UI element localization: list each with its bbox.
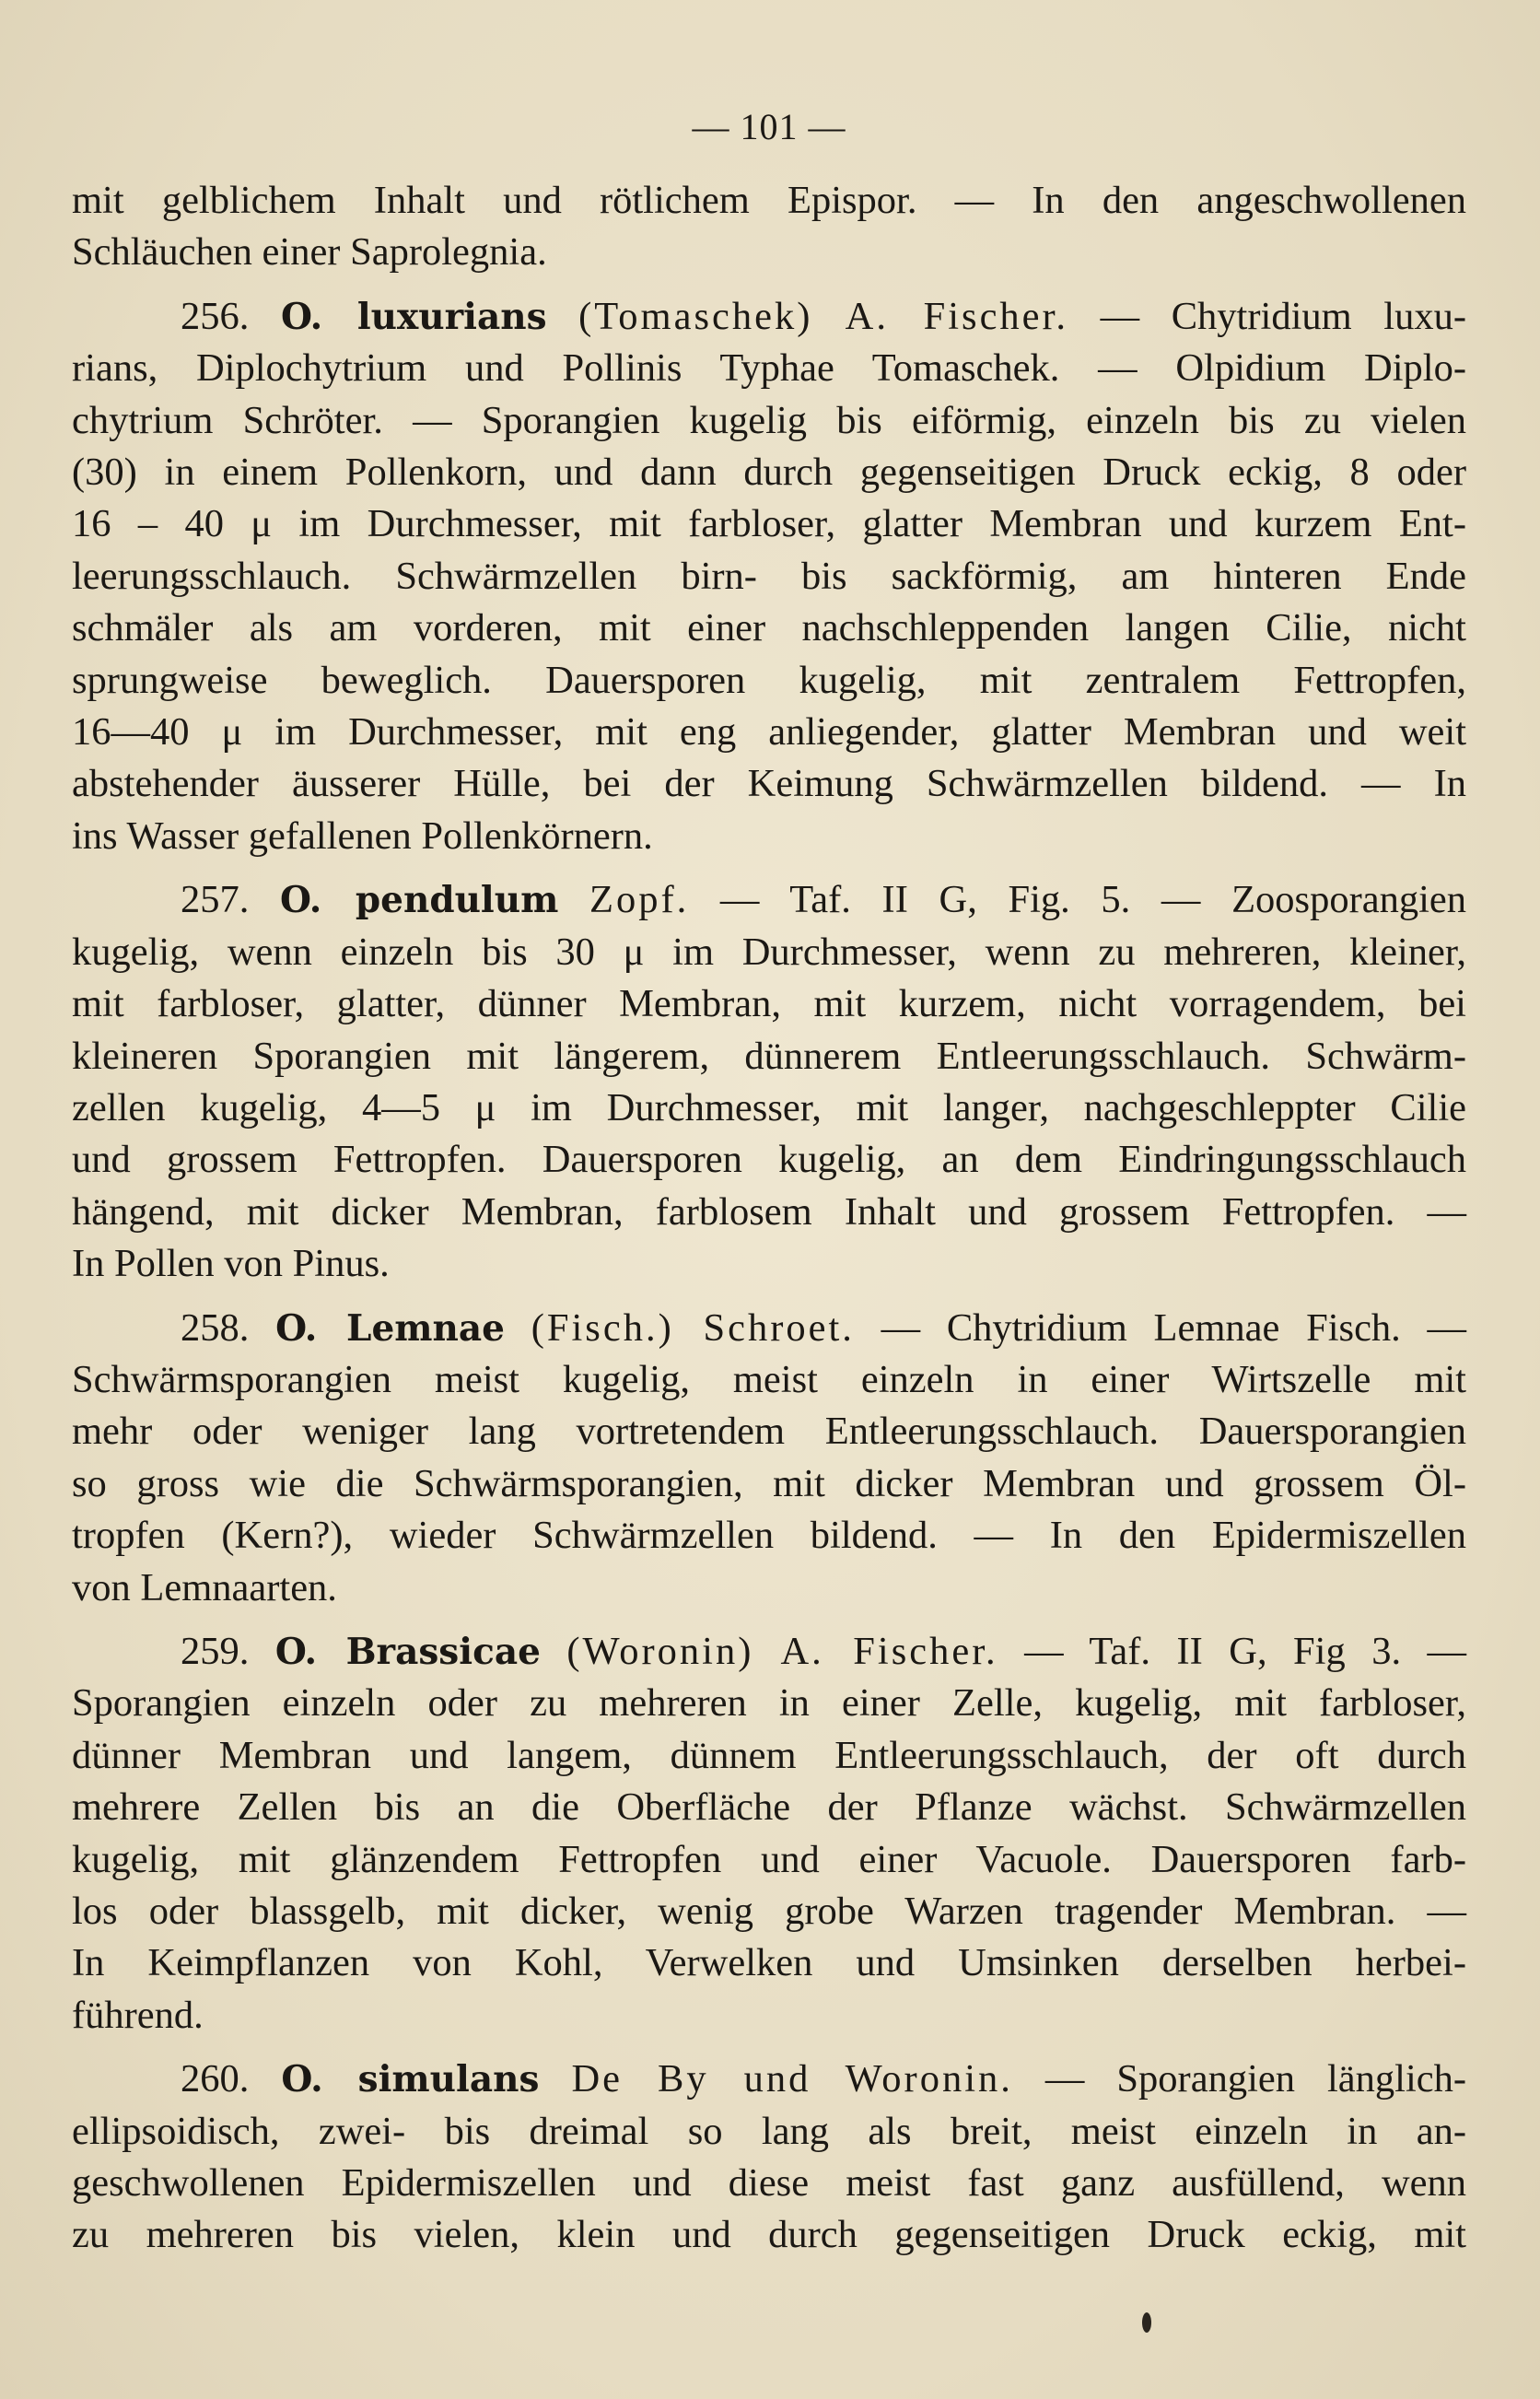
entry-number: 257. <box>181 878 250 922</box>
entry-259 <box>72 1626 1466 2042</box>
genus-abbrev: O. <box>275 1306 318 1350</box>
text-line: hängend, mit dicker Membran, farblosem Inhalt und grossem Fettropfen. — <box>72 1189 1466 1234</box>
species-name: simulans <box>357 2058 540 2101</box>
entry-heading-line <box>72 2054 1466 2105</box>
text-line: Schwärmsporangien meist kugelig, meist einzeln in einer Wirtszelle mit <box>72 1357 1466 1401</box>
entry-258 <box>72 1303 1466 1614</box>
text-line: 16—40 μ im Durchmesser, mit eng anliegender, glatter Membran und weit <box>72 710 1466 755</box>
text-line: Sporangien einzeln oder zu mehreren in einer Zelle, kugelig, mit farbloser, <box>72 1681 1466 1726</box>
heading-rest: — Taf. II G, Fig. 5. — Zoosporangien <box>719 878 1467 922</box>
text-line: chytrium Schröter. — Sporangien kugelig bis eiförmig, einzeln bis zu vielen <box>72 398 1466 442</box>
text-line: von Lemnaarten. <box>72 1565 337 1609</box>
intro-paragraph <box>72 175 1466 279</box>
page-number: — 101 — <box>692 106 846 147</box>
entry-number: 259. <box>181 1629 250 1673</box>
text-line: ins Wasser gefallenen Pollenkörnern. <box>72 813 653 858</box>
entry-heading-line <box>72 1626 1466 1678</box>
heading-rest: — Chytridium luxu- <box>1100 294 1467 338</box>
text-line: führend. <box>72 1993 204 2037</box>
entry-260 <box>72 2054 1466 2262</box>
text-line: so gross wie die Schwärmsporangien, mit dicker Membran und grossem Öl- <box>72 1461 1466 1505</box>
text-line: ellipsoidisch, zwei- bis dreimal so lang als breit, meist einzeln in an- <box>72 2109 1466 2153</box>
text-line: geschwollenen Epidermiszellen und diese meist fast ganz ausfüllend, wenn <box>72 2161 1466 2206</box>
entry-heading-line <box>72 1303 1466 1354</box>
text-line: los oder blassgelb, mit dicker, wenig grobe Warzen tragender Membran. — <box>72 1890 1466 1933</box>
text-line: mit farbloser, glatter, dünner Membran, mit kurzem, nicht vorragendem, bei <box>72 982 1466 1026</box>
genus-abbrev: O. <box>280 295 323 338</box>
heading-rest: — Sporangien länglich- <box>1044 2057 1467 2101</box>
entry-256 <box>72 291 1466 862</box>
text-line: mehrere Zellen bis an die Oberfläche der Pflanze wächst. Schwärmzellen <box>72 1785 1466 1830</box>
authority: (Tomaschek) A. Fischer. <box>578 294 1068 338</box>
species-name: Brassicae <box>345 1630 541 1673</box>
heading-rest: — Taf. II G, Fig 3. — <box>1024 1629 1467 1673</box>
authority: De By und Woronin. <box>571 2057 1013 2101</box>
entry-257 <box>72 874 1466 1290</box>
authority: (Woronin) A. Fischer. <box>566 1629 998 1673</box>
text-line: tropfen (Kern?), wieder Schwärmzellen bildend. — In den Epidermiszellen <box>72 1514 1466 1558</box>
text-line: mehr oder weniger lang vortretendem Entleerungsschlauch. Dauersporangien <box>72 1410 1466 1454</box>
text-line: leerungsschlauch. Schwärmzellen birn- bis sackförmig, am hinteren Ende <box>72 554 1466 598</box>
text-line: sprungweise beweglich. Dauersporen kugelig, mit zentralem Fettropfen, <box>72 658 1466 702</box>
text-line: (30) in einem Pollenkorn, und dann durch gegenseitigen Druck eckig, 8 oder <box>72 451 1466 495</box>
ink-speck <box>1142 2312 1151 2333</box>
text-line: abstehender äusserer Hülle, bei der Keimung Schwärmzellen bildend. — In <box>72 762 1466 806</box>
entry-number: 256. <box>181 294 250 338</box>
text-line: kugelig, mit glänzendem Fettropfen und einer Vacuole. Dauersporen farb- <box>72 1837 1466 1881</box>
authority: Zopf. <box>589 878 690 922</box>
text-line: In Pollen von Pinus. <box>72 1242 390 1286</box>
text-line: schmäler als am vorderen, mit einer nachschleppenden langen Cilie, nicht <box>72 606 1466 650</box>
text-line: und grossem Fettropfen. Dauersporen kugelig, an dem Eindringungsschlauch <box>72 1138 1466 1182</box>
genus-abbrev: O. <box>280 879 322 922</box>
text-line: mit gelblichem Inhalt und rötlichem Epispor. — In den angeschwollenen <box>72 179 1466 222</box>
species-name: Lemnae <box>346 1306 505 1350</box>
heading-rest: — Chytridium Lemnae Fisch. — <box>881 1305 1467 1350</box>
entry-heading-line <box>72 874 1466 926</box>
text-line: 16 – 40 μ im Durchmesser, mit farbloser, glatter Membran und kurzem Ent- <box>72 502 1466 546</box>
text-line: zellen kugelig, 4—5 μ im Durchmesser, mit langer, nachgeschleppter Cilie <box>72 1085 1466 1129</box>
genus-abbrev: O. <box>274 1630 318 1673</box>
text-line: rians, Diplochytrium und Pollinis Typhae Tomaschek. — Olpidium Diplo- <box>72 346 1466 391</box>
authority: (Fisch.) Schroet. <box>531 1305 855 1350</box>
species-name: luxurians <box>356 295 547 338</box>
text-line: kleineren Sporangien mit längerem, dünnerem Entleerungsschlauch. Schwärm- <box>72 1034 1466 1078</box>
text-line: Schläuchen einer Saprolegnia. <box>72 230 547 275</box>
entry-heading-line <box>72 291 1466 343</box>
entry-number: 260. <box>181 2057 250 2101</box>
species-name: pendulum <box>355 879 559 922</box>
text-line: kugelig, wenn einzeln bis 30 μ im Durchmesser, wenn zu mehreren, kleiner, <box>72 930 1466 974</box>
entry-number: 258. <box>181 1305 250 1350</box>
text-line: zu mehreren bis vielen, klein und durch gegenseitigen Druck eckig, mit <box>72 2213 1466 2257</box>
genus-abbrev: O. <box>281 2058 323 2101</box>
text-line: In Keimpflanzen von Kohl, Verwelken und Umsinken derselben herbei- <box>72 1941 1466 1985</box>
text-line: dünner Membran und langem, dünnem Entleerungsschlauch, der oft durch <box>72 1733 1466 1777</box>
